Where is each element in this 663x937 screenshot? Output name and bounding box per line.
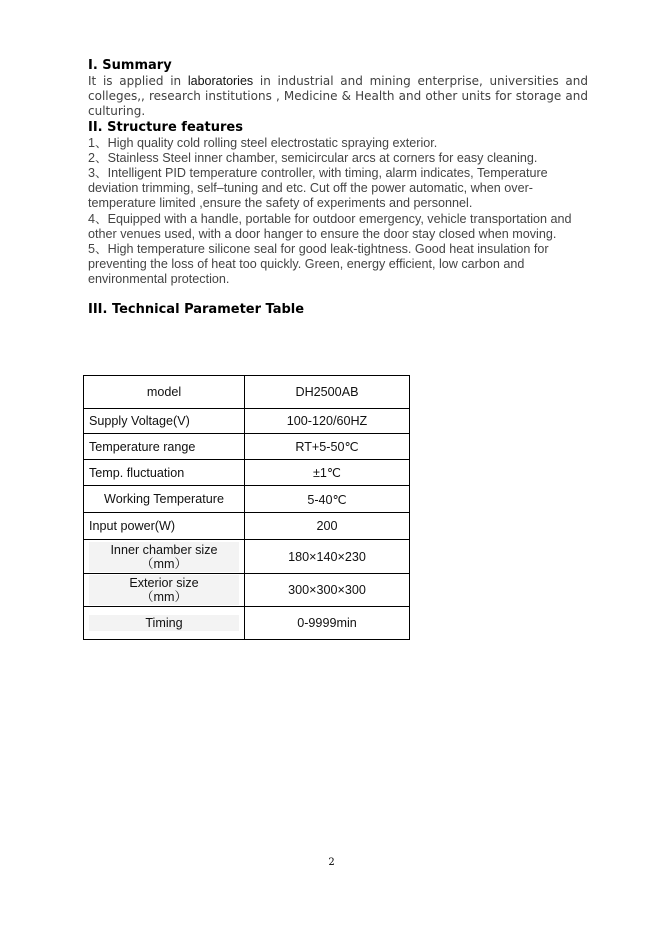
param-label: model	[84, 376, 245, 409]
table-heading: III. Technical Parameter Table	[88, 301, 305, 317]
param-value: 300×300×300	[245, 574, 410, 607]
param-value: DH2500AB	[245, 376, 410, 409]
parameter-table	[83, 375, 410, 640]
param-label: Temp. fluctuation	[84, 460, 245, 486]
param-value: 100-120/60HZ	[245, 409, 410, 434]
param-label-shaded	[89, 575, 239, 605]
table-row	[84, 376, 410, 409]
param-unit: （mm）	[140, 590, 188, 604]
param-value: 180×140×230	[245, 540, 410, 574]
feature-item-3: 3、Intelligent PID temperature controller, with timing, alarm indicates, Temperature deviation trimming, self–tuning and etc. Cut off the power automatic, when over-temperature limited ,ensure the safety of experiments and personnel.	[88, 166, 548, 211]
param-value: 5-40℃	[245, 486, 410, 513]
table-row	[84, 540, 410, 574]
param-label: Working Temperature	[84, 486, 245, 513]
table-row	[84, 513, 410, 540]
param-label-shaded	[89, 542, 239, 572]
feature-item-1: 1、High quality cold rolling steel electrostatic spraying exterior.	[88, 135, 438, 150]
param-value: RT+5-50℃	[245, 434, 410, 460]
summary-text-highlight: laboratories	[187, 74, 254, 88]
summary-paragraph	[88, 74, 588, 120]
param-label: Inner chamber size	[110, 542, 218, 557]
summary-text-part: in industrial and mining enterprise, universities and colleges,, research institutions , Medicine & Health and other units for storage and culturing.	[88, 74, 588, 119]
page-number: 2	[328, 857, 335, 868]
table-row	[84, 409, 410, 434]
table-row	[84, 486, 410, 513]
feature-item-5: 5、High temperature silicone seal for good leak-tightness. Good heat insulation for preventing the loss of heat too quickly. Green, energy efficient, low carbon and environmental protection.	[88, 242, 549, 287]
table-row	[84, 434, 410, 460]
structure-heading: II. Structure features	[88, 119, 243, 135]
param-unit: （mm）	[140, 556, 188, 571]
document-page	[88, 58, 588, 318]
feature-item-2: 2、Stainless Steel inner chamber, semicircular arcs at corners for easy cleaning.	[88, 150, 538, 165]
param-label-cell	[84, 607, 245, 640]
param-label-cell	[84, 574, 245, 607]
param-label: Timing	[89, 615, 239, 631]
param-value: 200	[245, 513, 410, 540]
summary-heading: I. Summary	[88, 58, 172, 73]
param-label: Supply Voltage(V)	[84, 409, 245, 434]
feature-item-4: 4、Equipped with a handle, portable for outdoor emergency, vehicle transportation and other venues used, with a door hanger to ensure the door stay closed when moving.	[88, 211, 572, 241]
param-label-cell	[84, 540, 245, 574]
param-label: Input power(W)	[84, 513, 245, 540]
table-row	[84, 574, 410, 607]
param-value: ±1℃	[245, 460, 410, 486]
param-label: Exterior size	[129, 576, 199, 590]
table-row	[84, 607, 410, 640]
param-label: Temperature range	[84, 434, 245, 460]
param-value: 0-9999min	[245, 607, 410, 640]
table-row	[84, 460, 410, 486]
summary-text-part: It is applied in	[88, 74, 188, 88]
